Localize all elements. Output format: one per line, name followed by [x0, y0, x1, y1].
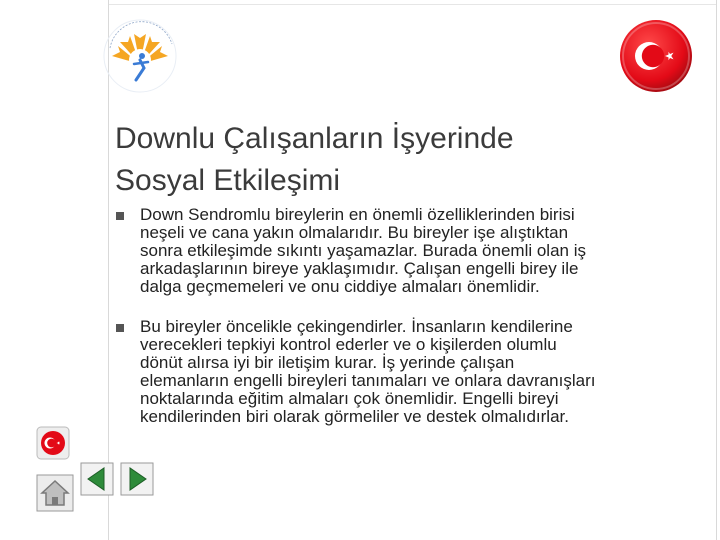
slide-frame-right [716, 0, 717, 540]
bullet-square-icon [116, 324, 124, 332]
bullet-item [112, 318, 712, 426]
turkish-flag-icon [618, 18, 694, 94]
bullet-line: noktalarında eğitim almaları çok önemlidir. Engelli bireyi [140, 389, 559, 408]
bullet-square-icon [116, 212, 124, 220]
previous-arrow-button[interactable] [120, 462, 154, 496]
bullet-line: verecekleri tepkiyi kontrol ederler ve o kişilerden olumlu [140, 335, 557, 354]
bullet-item [112, 206, 712, 296]
bullet-line: dönüt alırsa iyi bir iletişim kurar. İş yerinde çalışan [140, 353, 515, 372]
bullet-line: sonra etkileşimde sıkıntı yaşamazlar. Burada önemli olan iş [140, 241, 586, 260]
bullet-line: elemanların engelli bireyleri tanımaları ve onlara davranışları [140, 371, 596, 390]
title-line-1: Downlu Çalışanların İşyerinde [115, 122, 514, 155]
bullet-text [140, 206, 700, 296]
foundation-logo-icon [90, 8, 190, 98]
slide-frame-top [108, 4, 716, 5]
back-arrow-button[interactable] [80, 462, 114, 496]
bullet-line: arkadaşlarının bireye yaklaşımıdır. Çalışan engelli birey ile [140, 259, 579, 278]
bullet-line: Down Sendromlu bireylerin en önemli özelliklerinden birisi [140, 205, 575, 224]
page-title [115, 118, 675, 202]
bullet-line: Bu bireyler öncelikle çekingendirler. İnsanların kendilerine [140, 317, 573, 336]
bullet-line: neşeli ve cana yakın olmalarıdır. Bu bireyler işe alıştıktan [140, 223, 569, 242]
bullet-text [140, 318, 700, 426]
turkish-flag-small-icon[interactable] [36, 426, 70, 460]
bullet-list [112, 206, 712, 448]
bullet-line: kendilerinden biri olarak görmeliler ve destek olmalıdırlar. [140, 407, 569, 426]
bullet-line: dalga geçmemeleri ve onu ciddiye almaları önemlidir. [140, 277, 540, 296]
title-line-2: Sosyal Etkileşimi [115, 164, 341, 197]
home-button[interactable] [36, 474, 74, 512]
